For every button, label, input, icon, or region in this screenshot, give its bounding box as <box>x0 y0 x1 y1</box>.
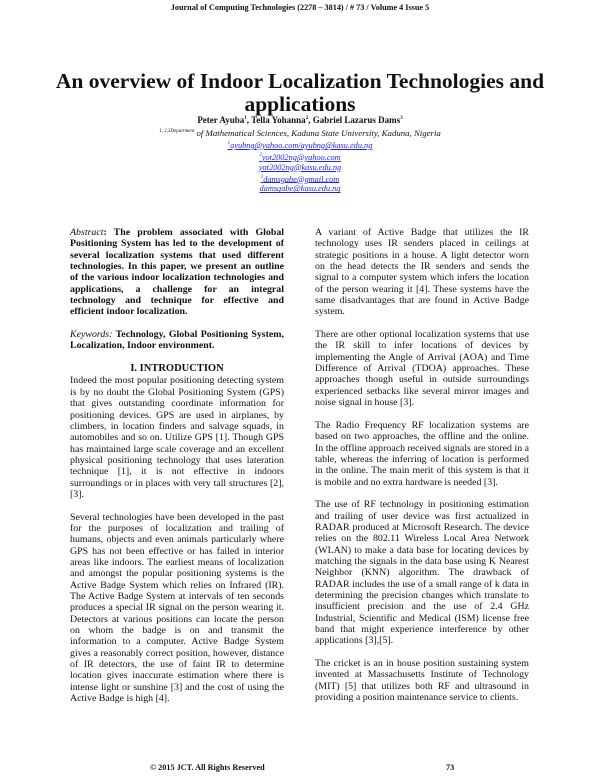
paragraph: The Radio Frequency RF localization systems are based on two approaches, the offline and the online. In the offline approach received signals are stored in a table, whereas the inferring of location is performed in the online. The main merit of this system is that it is mobile and no extra hardware is needed [3]. <box>315 419 529 488</box>
author-name: Tella Yohanna <box>251 115 306 125</box>
email-text: damsgabe@kasu.edu.ng <box>259 184 341 194</box>
paragraph: There are other optional localization systems that use the IR skill to infer locations of devices by implementing the Angle of Arrival (AOA) and Time Difference of Arrival (TDOA) approaches. These approaches though useful in outside surroundings experienced setbacks like several mirror images and noise signal in house [3]. <box>315 329 529 409</box>
paper-title: An overview of Indoor Localization Technologies and applications <box>55 69 545 116</box>
abstract <box>70 227 284 318</box>
email-text: yot2002ng@yahoo.com <box>261 152 341 162</box>
affiliation-sup: 1, 2,3Department <box>159 129 195 135</box>
author-name: Peter Ayuba <box>197 115 245 125</box>
email-link[interactable] <box>0 184 600 194</box>
paragraph: The use of RF technology in positioning estimation and trailing of user device was first actualized in RADAR produced at Microsoft Research. The device relies on the 802.11 Wireless Local Area Network (WLAN) to make a data base for locating devices by matching the signals in the data base using K Nearest Neighbor (KNN) algorithm. The drawback of RADAR includes the use of a small range of k data in determining the precision changes which translate to insufficient precision and the use of 2.4 GHz Industrial, Scientific and Medical (ISM) license free band that might experience interference by other applications [3],[5]. <box>315 499 529 647</box>
right-column <box>315 227 529 715</box>
author-list: Peter Ayuba$^1$, Tella Yohanna$^2$, Gabriel Lazarus Dams$^3$ <box>197 115 403 125</box>
paragraph: Several technologies have been developed in the past for the purposes of localization and trailing of humans, objects and even animals particularly where GPS has not been effective or has failed in interior areas like indoors. The earliest means of localization and amongst the popular positioning systems is the Active Badge System which relies on Infrared (IR). The Active Badge System at intervals of ten seconds produces a special IR signal on the person wearing it. Detectors at various positions can locate the person on whom the badge is on and transmit the information to a computer. Active Badge System gives a reasonably correct position, however, distance of IR detectors, the use of faint IR to determine location gives inaccurate estimation where there is intense light or sunshine [3] and the cost of using the Active Badge is high [4]. <box>70 511 284 705</box>
author-sup: 3 <box>400 116 403 121</box>
page-number: 73 <box>446 763 455 772</box>
paragraph: A variant of Active Badge that utilizes the IR technology uses IR senders placed in ceilings at strategic positions in a house. A light detector worn on the head detects the IR senders and sends the signal to a computer system which infers the location of the person wearing it [4]. These systems have the same disadvantages that are found in Active Badge system. <box>315 227 529 318</box>
email-sup: 1 <box>227 141 231 146</box>
author-sup: 2 <box>305 116 309 121</box>
email-sup: 2 <box>259 152 262 158</box>
author-name: Gabriel Lazarus Dams <box>312 115 401 125</box>
abstract-label: Abstract <box>70 227 104 238</box>
email-text: ayubng@yahoo.com/ayubng@kasu.edu.ng <box>230 140 373 150</box>
keywords <box>70 329 284 352</box>
abstract-text: : The problem associated with Global Positioning System has led to the development of several localization systems that used different technologies. In this paper, we present an outline of the various indoor localization technologies and applications, a challenge for an integral technology and technique for effective and efficient indoor localization. <box>70 227 284 318</box>
keywords-text: Technology, Global Positioning System, Localization, Indoor environment. <box>70 329 284 352</box>
left-column <box>70 227 284 716</box>
affiliation-text: of Mathematical Sciences, Kaduna State University, Kaduna, Nigeria <box>196 128 441 138</box>
email-list <box>0 139 600 194</box>
email-text: damsgabe@gmail.com <box>263 174 340 184</box>
paragraph: Indeed the most popular positioning detecting system is by no doubt the Global Positioning System (GPS) that gives outstanding coordinate information for positioning devices. GPS are used in airplanes, by climbers, in location finders and salvage squads, in automobiles and so on. Utilize GPS [1]. Though GPS has maintained large scale coverage and an excellent physical positioning technology that uses lateration technique [1], it is not effective in indoors surroundings or in places with very tall structures [2], [3]. <box>70 375 284 500</box>
section-heading: I. INTRODUCTION <box>130 363 224 375</box>
copyright-footer: © 2015 JCT. All Rights Reserved <box>150 763 265 772</box>
email-link[interactable] <box>0 139 600 151</box>
keywords-label: Keywords: <box>70 329 113 341</box>
running-header: Journal of Computing Technologies (2278 – 3814) / # 73 / Volume 4 Issue 5 <box>170 3 430 12</box>
paragraph: The cricket is an in house position sustaining system invented at Massachusetts Institute of Technology (MIT) [5] that utilizes both RF and ultrasound in providing a position maintenance service to clients. <box>315 658 529 704</box>
email-sup: 3 <box>260 174 264 180</box>
author-sup: 1 <box>244 116 247 121</box>
email-link[interactable] <box>0 173 600 185</box>
email-link[interactable] <box>0 163 600 173</box>
affiliation <box>0 128 600 138</box>
email-text: yot2002ng@kasu.edu.ng <box>258 162 342 172</box>
email-link[interactable] <box>0 151 600 163</box>
